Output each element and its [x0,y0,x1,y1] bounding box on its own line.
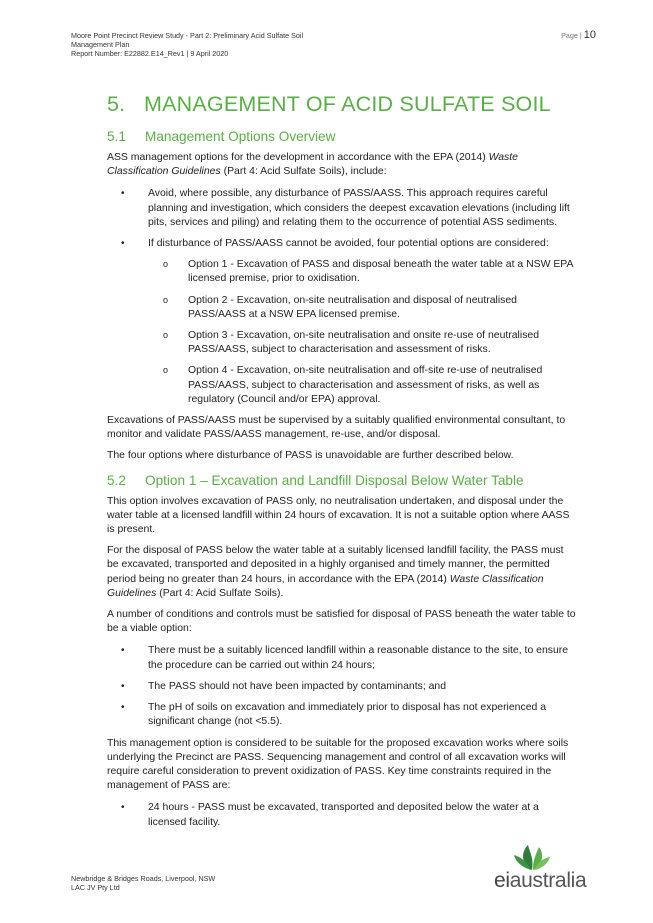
section-title: MANAGEMENT OF ACID SULFATE SOIL [144,92,551,116]
condition-1: • There must be a suitably licenced landfill within a reasonable distance to the site, to ensure the procedure can be carried out within 24 hours; [115,644,577,672]
conditions-list [115,644,577,729]
page-header [71,31,371,58]
subsection-title: Option 1 – Excavation and Landfill Disposal Below Water Table [145,472,524,488]
header-report-number: Report Number: E22882.E14_Rev1 | 9 April 2020 [71,49,229,58]
page-number-value: 10 [583,29,596,41]
options-list [155,258,577,407]
option-4: o Option 4 - Excavation, on-site neutralisation and off-site re-use of neutralised PASS/AASS, subject to characterisation and assessment of risks, as well as regulatory (Council and/or EPA) approval. [155,364,577,407]
subsection-title: Management Options Overview [145,129,336,144]
subsection-5-2-heading [107,473,577,488]
condition-2: • The PASS should not have been impacted by contaminants; and [115,680,577,694]
main-content [107,92,577,830]
logo-wordmark [494,869,586,893]
para2-text: For the disposal of PASS below the water table at a suitably licensed landfill facility, the PASS must be excavated, transported and deposited in a highly organised and timely manner, the permitted period being no greater than 24 hours, in accordance with the EPA (2014) [107,545,564,585]
page-number [561,29,596,41]
header-title-line1: Moore Point Precinct Review Study - Part 2: Preliminary Acid Sulfate Soil [71,31,304,40]
option-2: o Option 2 - Excavation, on-site neutralisation and disposal of neutralised PASS/AASS at a NSW EPA licensed premise. [155,294,577,322]
option-3: o Option 3 - Excavation, on-site neutralisation and onsite re-use of neutralised PASS/AASS, subject to characterisation and assessment of risks. [155,329,577,357]
bullet-avoid: • Avoid, where possible, any disturbance of PASS/AASS. This approach requires careful planning and investigation, which considers the deepest excavation elevations (including lift pits, services and piling) and relating them to the occurrence of potential ASS sediments. [115,187,577,230]
leaf-icon [512,843,552,871]
bullet-if-disturbance: • If disturbance of PASS/AASS cannot be avoided, four potential options are considered: [115,237,577,251]
constraints-list [115,801,577,829]
logo-text-australia: australia [509,869,587,892]
eiaustralia-logo [494,843,594,893]
para2-italic: Waste Classification Guidelines [107,573,544,599]
page-label: Page | [561,31,582,40]
s52-para2 [107,544,577,601]
constraint-1: • 24 hours - PASS must be excavated, transported and deposited below the water at a licensed facility. [115,801,577,829]
section-number: 5. [107,92,126,116]
footer-address: Newbridge & Bridges Roads, Liverpool, NSW [71,874,216,883]
para2-text-end: (Part 4: Acid Sulfate Soils). [156,587,284,599]
s51-para2: Excavations of PASS/AASS must be supervised by a suitably qualified environmental consultant, to monitor and validate PASS/AASS management, re-use, and/or disposal. [107,415,566,441]
section-heading [107,92,577,117]
s51-para3: The four options where disturbance of PASS is unavoidable are further described below. [107,450,514,462]
subsection-number: 5.1 [107,129,126,144]
subsection-number: 5.2 [107,472,126,488]
footer-company: LAC JV Pty Ltd [71,883,120,892]
logo-text-ei: ei [494,869,510,892]
page-footer [71,874,215,892]
s51-bullets [115,187,577,251]
header-title-line2: Management Plan [71,40,130,49]
s51-intro [107,151,577,179]
intro-text-end: (Part 4: Acid Sulfate Soils), include: [220,166,387,178]
condition-3: • The pH of soils on excavation and immediately prior to disposal has not experienced a significant change (not <5.5). [115,701,577,729]
intro-italic: Waste Classification Guidelines [107,152,518,178]
s52-para3: A number of conditions and controls must be satisfied for disposal of PASS beneath the water table to be a viable option: [107,609,576,635]
option-1: o Option 1 - Excavation of PASS and disposal beneath the water table at a NSW EPA licensed premise, prior to oxidisation. [155,258,577,286]
intro-text: ASS management options for the development in accordance with the EPA (2014) [107,152,489,163]
subsection-5-1-heading [107,129,577,144]
s52-para4: This management option is considered to be suitable for the proposed excavation works where soils underlying the Precinct are PASS. Sequencing management and control of all excavation works will require careful consideration to prevent oxidization of PASS. Key time constraints required in the management of PASS are: [107,737,569,792]
s52-para1: This option involves excavation of PASS only, no neutralisation undertaken, and disposal under the water table at a licensed landfill within 24 hours of excavation. It is not a suitable option where AASS is present. [107,495,570,536]
